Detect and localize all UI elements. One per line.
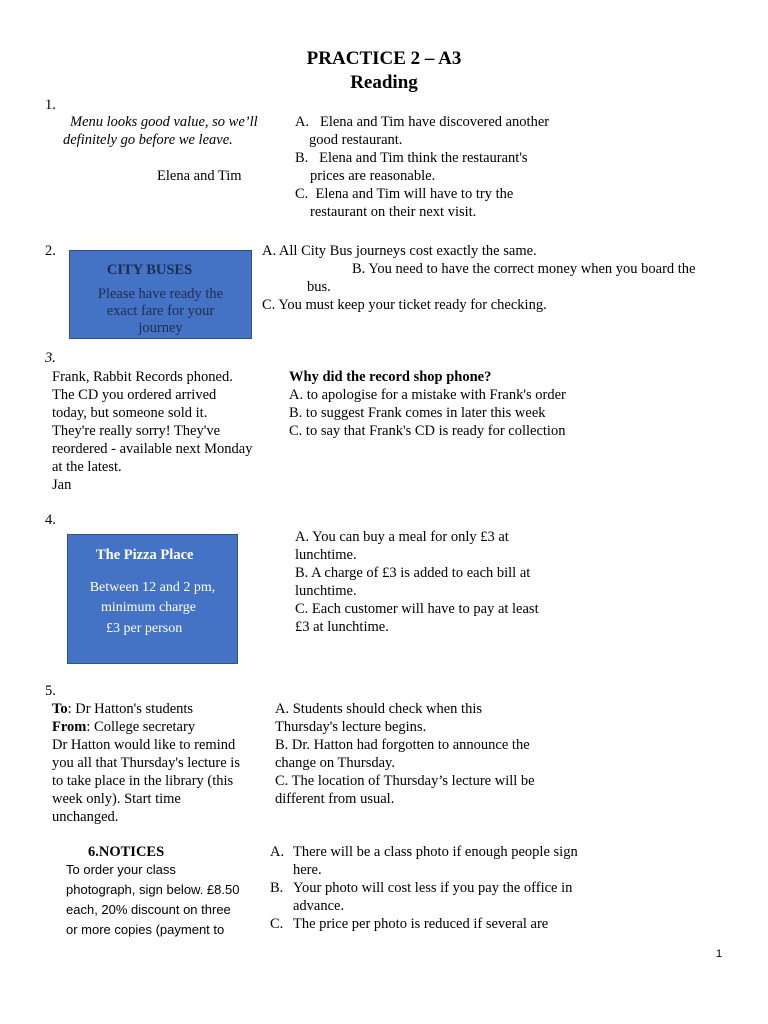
- q5-options: A. Students should check when this Thursday's lecture begins. B. Dr. Hatton had forgotten to announce the change on Thursday. C. The location of Thursday’s lecture will be different from usual.: [275, 700, 575, 808]
- q5-to-line: To: Dr Hatton's students: [52, 701, 194, 717]
- q6-notice: To order your class photograph, sign below. £8.50 each, 20% discount on three or more copies (payment to: [66, 862, 240, 937]
- q1-notice-line-1: Menu looks good value, so we’ll: [70, 114, 258, 130]
- page-subtitle: Reading: [350, 72, 418, 93]
- q6-heading: 6.NOTICES: [88, 844, 165, 860]
- q3-question: Why did the record shop phone?: [289, 369, 492, 385]
- pizza-place-line-2: minimum charge: [101, 600, 196, 615]
- question-number-4: 4.: [45, 512, 56, 528]
- q5-option-b: B. Dr. Hatton had forgotten to announce the: [275, 737, 530, 753]
- pizza-place-notice: [67, 534, 238, 664]
- q5-option-a: A. Students should check when this: [275, 701, 483, 717]
- q3-option-c: C. to say that Frank's CD is ready for collection: [289, 423, 566, 439]
- q4-options: A. You can buy a meal for only £3 at lunchtime. B. A charge of £3 is added to each bill at lunchtime. C. Each customer will have to pay at least £3 at lunchtime.: [295, 528, 575, 636]
- q4-option-b: B. A charge of £3 is added to each bill at: [295, 565, 531, 581]
- question-number-1: 1.: [45, 97, 56, 113]
- question-number-5: 5.: [45, 683, 56, 699]
- q1-notice-line-2: definitely go before we leave.: [63, 132, 233, 148]
- city-buses-notice: [69, 250, 252, 339]
- q1-option-b: B. Elena and Tim think the restaurant's prices are reasonable.: [295, 150, 528, 184]
- q2-option-b: B. You need to have the correct money when you board the: [352, 261, 696, 277]
- q3-question-block: [289, 368, 609, 440]
- page-title: PRACTICE 2 – A3: [306, 48, 462, 69]
- q2-option-a: A. All City Bus journeys cost exactly the same.: [262, 243, 537, 259]
- pizza-place-line-1: Between 12 and 2 pm,: [89, 580, 216, 595]
- q6-option-c: C. The price per photo is reduced if several are: [270, 916, 549, 932]
- q4-option-a: A. You can buy a meal for only £3 at: [295, 529, 509, 545]
- q2-option-b-cont: bus.: [307, 279, 331, 295]
- q3-option-b: B. to suggest Frank comes in later this week: [289, 405, 546, 421]
- q5-memo: To: Dr Hatton's students From: College secretary Dr Hatton would like to remind you all that Thursday's lecture is to take place in the library (this week only). Start time unchanged.: [52, 700, 267, 826]
- question-number-2: 2.: [45, 243, 56, 259]
- q6-option-a: A. There will be a class photo if enough people sign here.: [270, 844, 578, 878]
- pizza-place-title: The Pizza Place: [96, 547, 194, 563]
- q2-option-c: C. You must keep your ticket ready for checking.: [262, 297, 547, 313]
- q5-from-line: From: College secretary: [52, 719, 196, 735]
- page-number: 1: [716, 948, 723, 960]
- q3-note: Frank, Rabbit Records phoned. The CD you ordered arrived today, but someone sold it. They're really sorry! They've reordered - available next Monday at the latest. Jan: [52, 369, 253, 493]
- pizza-place-line-3: £3 per person: [106, 621, 183, 636]
- q4-option-c: C. Each customer will have to pay at least: [295, 601, 539, 617]
- q6-options: [270, 843, 610, 933]
- city-buses-line-2: exact fare for your: [106, 303, 215, 319]
- q1-signature: Elena and Tim: [157, 168, 242, 184]
- q6-option-b: B. Your photo will cost less if you pay the office in advance.: [270, 880, 573, 914]
- q1-option-c: C. Elena and Tim will have to try the restaurant on their next visit.: [295, 186, 514, 220]
- q5-option-c: C. The location of Thursday’s lecture will be: [275, 773, 535, 789]
- question-number-3: 3.: [45, 350, 56, 366]
- city-buses-line-1: Please have ready the: [97, 286, 224, 302]
- q1-option-a: A. Elena and Tim have discovered another good restaurant.: [295, 114, 550, 148]
- city-buses-line-3: journey: [138, 320, 183, 336]
- city-buses-title: CITY BUSES: [106, 262, 193, 278]
- q1-options: [295, 113, 595, 221]
- q3-option-a: A. to apologise for a mistake with Frank's order: [289, 387, 566, 403]
